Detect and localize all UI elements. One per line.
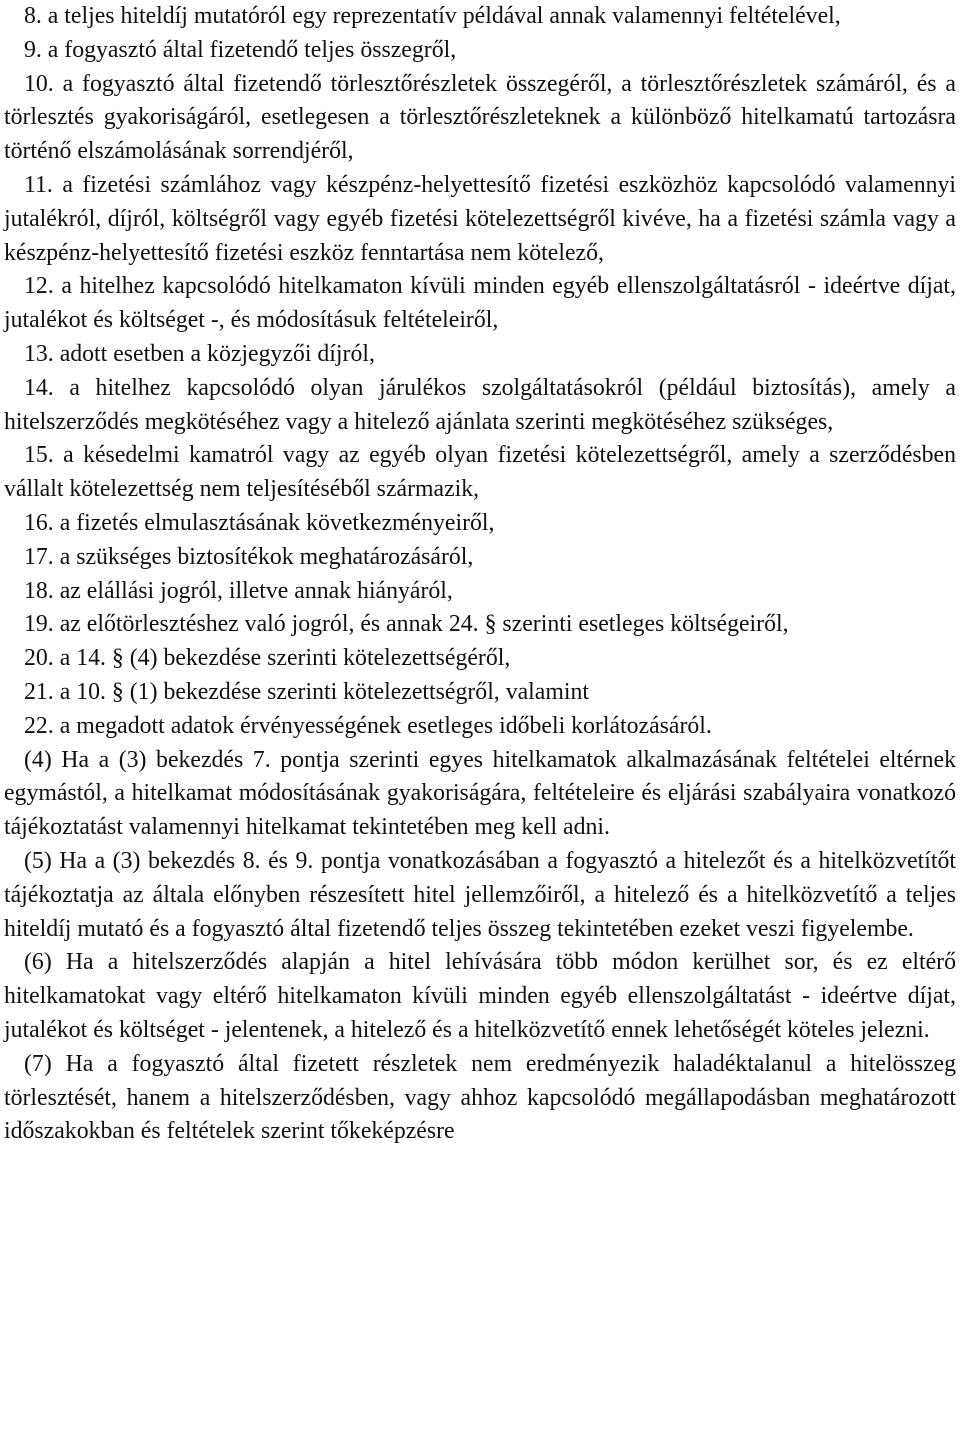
paragraph-section-6: (6) Ha a hitelszerződés alapján a hitel lehívására több módon kerülhet sor, és ez eltérő hitelkamatokat vagy eltérő hitelkamaton kívüli minden egyéb ellenszolgáltatást - ideértve díjat, jutalékot és költséget - jelentenek, a hitelező és a hitelközvetítő ennek lehetőségét köteles jelezni. (4, 949, 956, 1043)
paragraph-section-4: (4) Ha a (3) bekezdés 7. pontja szerinti egyes hitelkamatok alkalmazásának feltételei eltérnek egymástól, a hitelkamat módosításának gyakoriságára, feltételeire és eljárási szabályaira vonatkozó tájékoztatást valamennyi hitelkamat tekintetében meg kell adni. (4, 746, 956, 841)
list-item-12: 12. a hitelhez kapcsolódó hitelkamaton kívüli minden egyéb ellenszolgáltatásról - ideértve díjat, jutalékot és költséget -, és módosításuk feltételeiről, (4, 273, 956, 334)
list-item-8: 8. a teljes hiteldíj mutatóról egy reprezentatív példával annak valamennyi feltételével, (24, 3, 841, 29)
paragraph-section-5: (5) Ha a (3) bekezdés 8. és 9. pontja vonatkozásában a fogyasztó a hitelezőt és a hitelközvetítőt tájékoztatja az általa előnyben részesített hitel jellemzőiről, a hitelező és a hitelközvetítő a teljes hiteldíj mutató és a fogyasztó által fizetendő teljes összeg tekintetében ezeket veszi figyelembe. (4, 847, 956, 942)
list-item-17: 17. a szükséges biztosítékok meghatározásáról, (24, 543, 474, 570)
list-item-15: 15. a késedelmi kamatról vagy az egyéb olyan fizetési kötelezettségről, amely a szerződésben vállalt kötelezettség nem teljesítéséből származik, (4, 442, 956, 503)
paragraph-section-7: (7) Ha a fogyasztó által fizetett részletek nem eredményezik haladéktalanul a hitelösszeg törlesztését, hanem a hitelszerződésben, vagy ahhoz kapcsolódó megállapodásban meghatározott időszakokban és feltételek szerint tőkeképzésre (4, 1050, 956, 1145)
list-item-18: 18. az elállási jogról, illetve annak hiányáról, (24, 577, 453, 604)
document-page (4, 0, 956, 1149)
list-item-10: 10. a fogyasztó által fizetendő törlesztőrészletek összegéről, a törlesztőrészletek számáról, és a törlesztés gyakoriságáról, esetlegesen a törlesztőrészleteknek a különböző hitelkamatú tartozásra történő elszámolásának sorrendjéről, (4, 70, 956, 165)
list-item-14: 14. a hitelhez kapcsolódó olyan járulékos szolgáltatásokról (például biztosítás), amely a hitelszerződés megkötéséhez vagy a hitelező ajánlata szerinti megkötéséhez szükséges, (4, 374, 956, 435)
list-item-21: 21. a 10. § (1) bekezdése szerinti kötelezettségről, valamint (24, 678, 589, 705)
list-item-19: 19. az előtörlesztéshez való jogról, és annak 24. § szerinti esetleges költségeiről, (24, 611, 789, 638)
list-item-16: 16. a fizetés elmulasztásának következményeiről, (24, 509, 495, 536)
list-item-13: 13. adott esetben a közjegyzői díjról, (24, 340, 375, 367)
list-item-11: 11. a fizetési számlához vagy készpénz-helyettesítő fizetési eszközhöz kapcsolódó valamennyi jutalékról, díjról, költségről vagy egyéb fizetési kötelezettségről kivéve, ha a fizetési számla vagy a készpénz-helyettesítő fizetési eszköz fenntartása nem kötelező, (4, 171, 956, 266)
list-item-22: 22. a megadott adatok érvényességének esetleges időbeli korlátozásáról. (24, 712, 712, 739)
list-item-9: 9. a fogyasztó által fizetendő teljes összegről, (24, 36, 457, 63)
list-item-20: 20. a 14. § (4) bekezdése szerinti kötelezettségéről, (24, 645, 511, 672)
